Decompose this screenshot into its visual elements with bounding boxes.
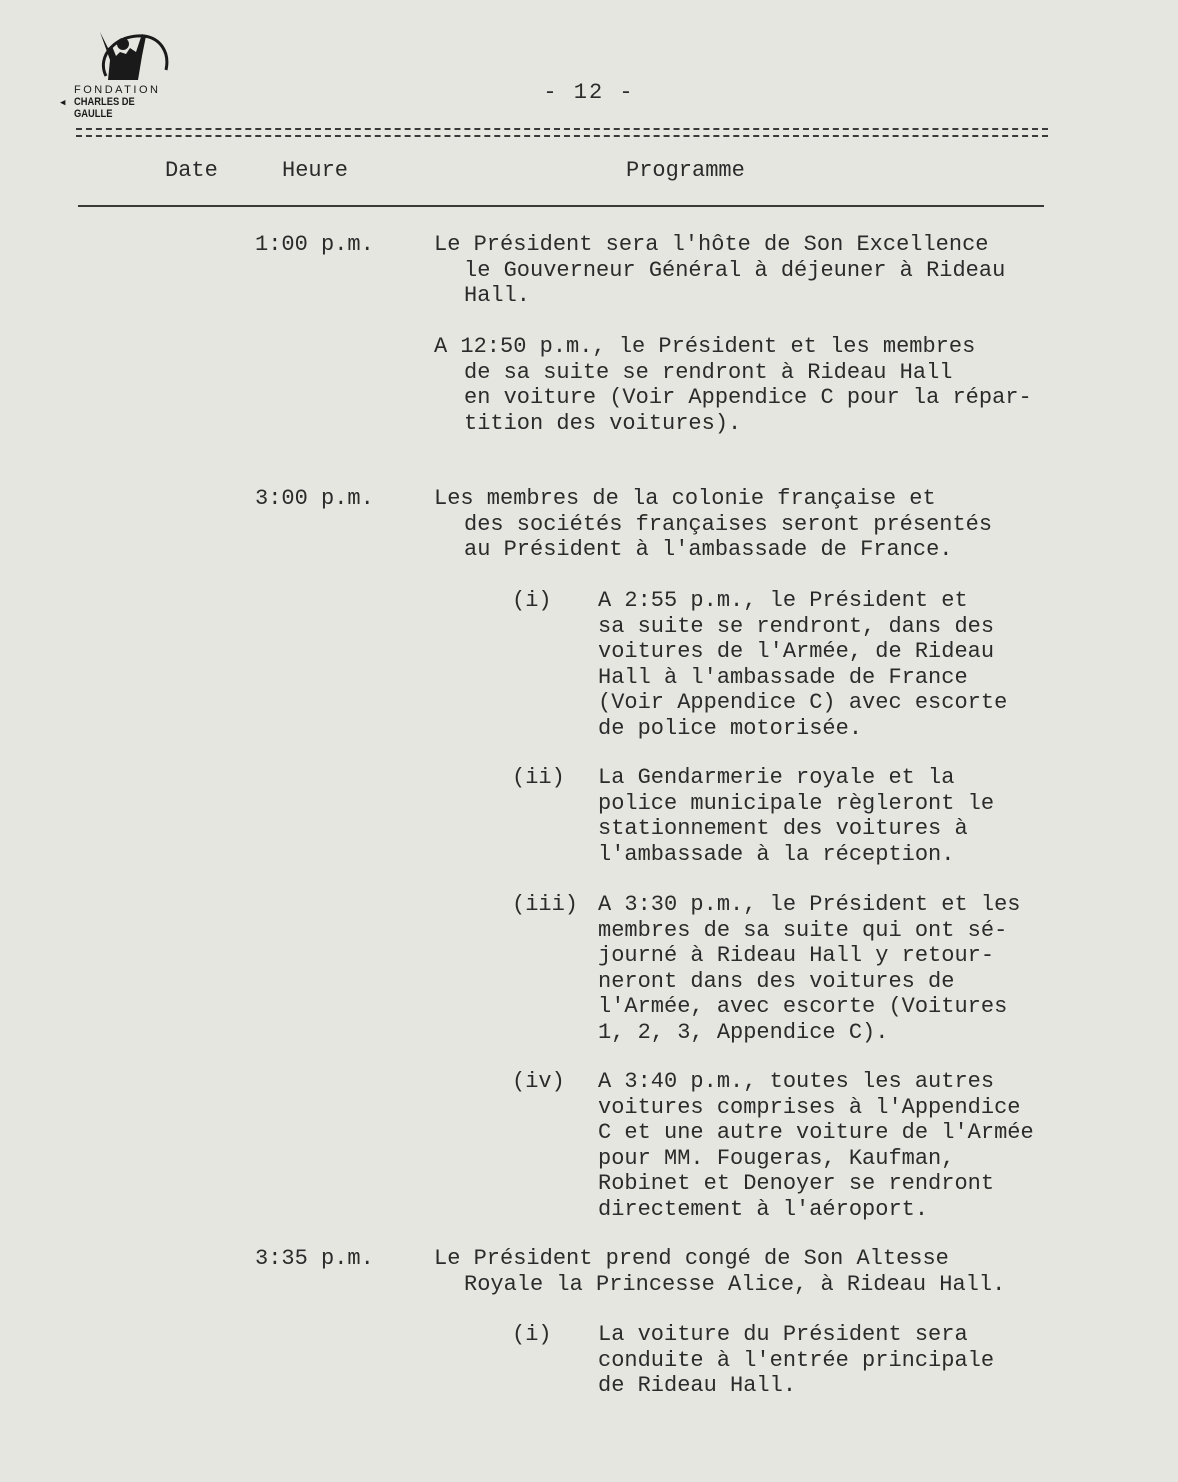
item-line: C et une autre voiture de l'Armée <box>598 1120 1034 1145</box>
item-label: (iv) <box>512 1069 565 1094</box>
entry-time: 1:00 p.m. <box>255 232 374 257</box>
header-underline-rule <box>78 205 1044 207</box>
item-line: A 3:40 p.m., toutes les autres <box>598 1069 995 1094</box>
logo-arrow-icon: ◀ <box>60 98 66 108</box>
item-line: sa suite se rendront, dans des <box>598 613 995 639</box>
paragraph-line: Le Président prend congé de Son Altesse <box>434 1246 949 1271</box>
item-text <box>598 892 1020 1045</box>
entry-paragraph <box>434 1246 1005 1297</box>
paragraph-line: A 12:50 p.m., le Président et les membres <box>434 334 976 359</box>
item-line: La voiture du Président sera <box>598 1322 968 1347</box>
item-text <box>598 588 1007 741</box>
column-header-date: Date <box>165 158 218 183</box>
item-text <box>598 1069 1034 1222</box>
logo-text-fondation: FONDATION <box>74 84 161 96</box>
logo-text-name: CHARLES DE GAULLE <box>74 96 135 120</box>
paragraph-line: Le Président sera l'hôte de Son Excellence <box>434 232 989 257</box>
item-label: (ii) <box>512 765 565 790</box>
item-line: l'ambassade à la réception. <box>598 841 955 867</box>
item-line: journé à Rideau Hall y retour- <box>598 943 995 968</box>
entry-paragraph <box>434 486 992 563</box>
item-line: Hall à l'ambassade de France <box>598 664 968 690</box>
silhouette-logo-icon <box>86 26 170 84</box>
paragraph-line: des sociétés françaises seront présentés <box>464 511 993 537</box>
entry-paragraph <box>434 334 1032 436</box>
item-line: (Voir Appendice C) avec escorte <box>598 690 1008 715</box>
item-line: A 2:55 p.m., le Président et <box>598 588 968 613</box>
item-line: l'Armée, avec escorte (Voitures <box>598 994 1008 1019</box>
paragraph-line: Les membres de la colonie française et <box>434 486 936 511</box>
entry-time: 3:35 p.m. <box>255 1246 374 1271</box>
item-line: La Gendarmerie royale et la <box>598 765 955 790</box>
header-double-rule <box>76 128 1048 137</box>
item-line: police municipale règleront le <box>598 790 995 816</box>
item-line: de police motorisée. <box>598 715 863 741</box>
item-line: conduite à l'entrée principale <box>598 1347 995 1373</box>
item-line: A 3:30 p.m., le Président et les <box>598 892 1021 917</box>
column-header-programme: Programme <box>626 158 745 183</box>
paragraph-line: tition des voitures). <box>464 410 742 436</box>
item-label: (i) <box>512 1322 552 1347</box>
paragraph-line: le Gouverneur Général à déjeuner à Rideau <box>464 257 1006 283</box>
item-line: de Rideau Hall. <box>598 1373 797 1398</box>
paragraph-line: Royale la Princesse Alice, à Rideau Hall. <box>464 1271 1006 1297</box>
paragraph-line: au Président à l'ambassade de France. <box>464 537 953 562</box>
paragraph-line: en voiture (Voir Appendice C pour la répar- <box>464 385 1032 410</box>
item-line: voitures de l'Armée, de Rideau <box>598 639 995 664</box>
item-line: Robinet et Denoyer se rendront <box>598 1171 995 1196</box>
entry-paragraph <box>434 232 1005 309</box>
item-line: pour MM. Fougeras, Kaufman, <box>598 1145 955 1171</box>
item-line: membres de sa suite qui ont sé- <box>598 917 1008 943</box>
item-line: directement à l'aéroport. <box>598 1196 929 1222</box>
paragraph-line: Hall. <box>464 283 531 308</box>
page-number: - 12 - <box>543 80 635 105</box>
column-header-heure: Heure <box>282 158 349 183</box>
item-text <box>598 765 994 867</box>
item-line: stationnement des voitures à <box>598 816 968 841</box>
item-label: (i) <box>512 588 552 613</box>
item-line: neront dans des voitures de <box>598 968 955 994</box>
entry-time: 3:00 p.m. <box>255 486 374 511</box>
item-line: 1, 2, 3, Appendice C). <box>598 1019 889 1045</box>
item-line: voitures comprises à l'Appendice <box>598 1094 1021 1120</box>
item-label: (iii) <box>512 892 579 917</box>
paragraph-line: de sa suite se rendront à Rideau Hall <box>464 359 953 385</box>
item-text <box>598 1322 994 1399</box>
